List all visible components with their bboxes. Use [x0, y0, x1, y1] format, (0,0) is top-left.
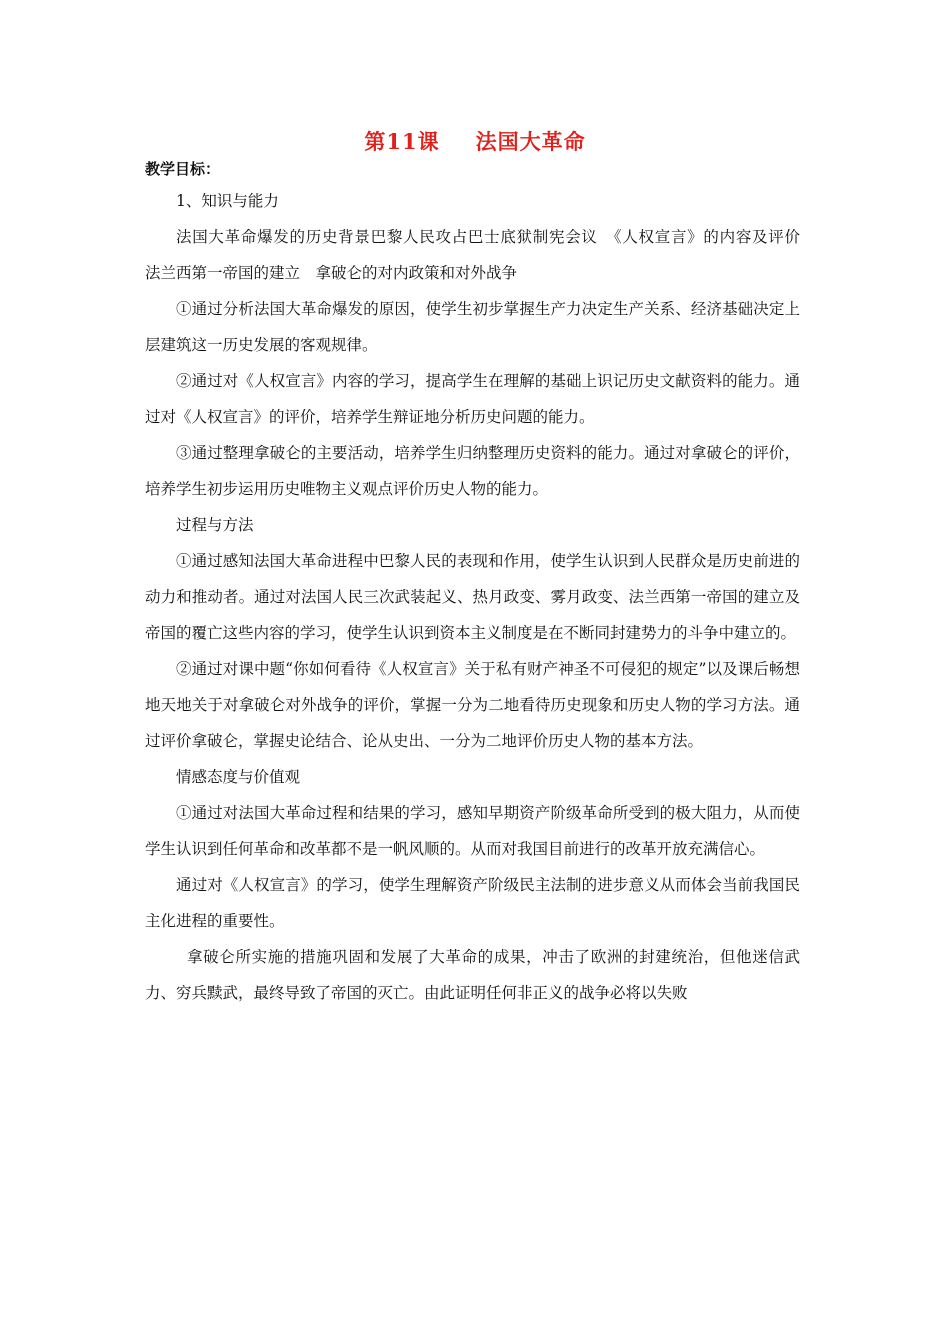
- knowledge-point-1: ①通过分析法国大革命爆发的原因，使学生初步掌握生产力决定生产关系、经济基础决定上层建筑这一历史发展的客观规律。: [145, 300, 800, 354]
- process-point-2: ②通过对课中题“你如何看待《人权宣言》关于私有财产神圣不可侵犯的规定”以及课后畅想地天地关于对拿破仑对外战争的评价，掌握一分为二地看待历史现象和历史人物的学习方法。通过评价拿破仑，掌握史论结合、论从史出、一分为二地评价历史人物的基本方法。: [145, 660, 800, 750]
- values-point-3: 拿破仑所实施的措施巩固和发展了大革命的成果，冲击了欧洲的封建统治，但他迷信武力、穷兵黩武，最终导致了帝国的灭亡。由此证明任何非正义的战争必将以失败: [145, 948, 800, 1002]
- section-heading-process: 过程与方法: [176, 516, 254, 534]
- values-point-2: 通过对《人权宣言》的学习，使学生理解资产阶级民主法制的进步意义从而体会当前我国民主化进程的重要性。: [145, 876, 800, 930]
- section-heading-values: 情感态度与价值观: [176, 768, 301, 786]
- knowledge-topics: 法国大革命爆发的历史背景巴黎人民攻占巴士底狱制宪会议 《人权宣言》的内容及评价 法兰西第一帝国的建立 拿破仑的对内政策和对外战争: [145, 228, 816, 282]
- lesson-title: [0, 126, 950, 156]
- lesson-name: 法国大革命: [475, 129, 586, 154]
- values-point-1: ①通过对法国大革命过程和结果的学习，感知早期资产阶级革命所受到的极大阻力，从而使学生认识到任何革命和改革都不是一帆风顺的。从而对我国目前进行的改革开放充满信心。: [145, 804, 800, 858]
- section-heading-knowledge: 1、知识与能力: [176, 192, 279, 210]
- process-point-1: ①通过感知法国大革命进程中巴黎人民的表现和作用，使学生认识到人民群众是历史前进的动力和推动者。通过对法国人民三次武装起义、热月政变、雾月政变、法兰西第一帝国的建立及帝国的覆亡这些内容的学习，使学生认识到资本主义制度是在不断同封建势力的斗争中建立的。: [145, 552, 800, 642]
- knowledge-point-2: ②通过对《人权宣言》内容的学习，提高学生在理解的基础上识记历史文献资料的能力。通过对《人权宣言》的评价，培养学生辩证地分析历史问题的能力。: [145, 372, 800, 426]
- document-body: [145, 183, 816, 1011]
- objectives-label: 教学目标：: [145, 160, 221, 178]
- lesson-number: 第11课: [364, 129, 440, 154]
- knowledge-point-3: ③通过整理拿破仑的主要活动，培养学生归纳整理历史资料的能力。通过对拿破仑的评价，培养学生初步运用历史唯物主义观点评价历史人物的能力。: [145, 444, 800, 498]
